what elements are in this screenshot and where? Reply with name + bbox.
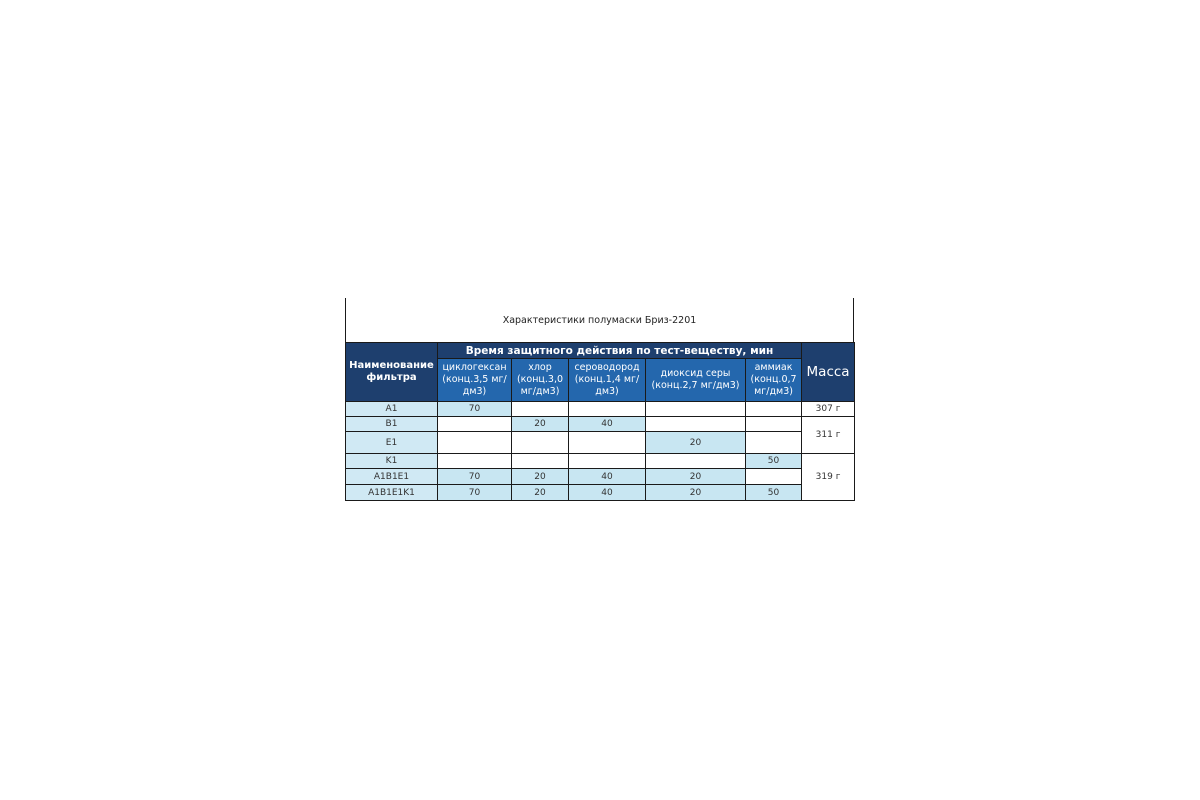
- value-cell: [512, 432, 569, 454]
- mass-header: Масса: [802, 343, 855, 402]
- value-cell: [569, 402, 646, 417]
- value-cell: 20: [512, 485, 569, 501]
- filter-name-cell: A1B1E1: [346, 469, 438, 485]
- value-cell: 20: [646, 432, 746, 454]
- table-row: [346, 402, 855, 417]
- mass-cell: 307 г: [802, 402, 855, 417]
- filter-name-cell: K1: [346, 454, 438, 469]
- value-cell: [746, 417, 802, 432]
- value-cell: 20: [512, 469, 569, 485]
- specs-table: [345, 342, 855, 501]
- value-cell: 40: [569, 469, 646, 485]
- value-cell: 50: [746, 485, 802, 501]
- substance-header: сероводород (конц.1,4 мг/дм3): [569, 359, 646, 402]
- substance-header: аммиак (конц.0,7 мг/дм3): [746, 359, 802, 402]
- value-cell: 50: [746, 454, 802, 469]
- value-cell: [512, 454, 569, 469]
- value-cell: 70: [438, 402, 512, 417]
- value-cell: [746, 432, 802, 454]
- value-cell: 20: [646, 485, 746, 501]
- substance-header: циклогексан (конц.3,5 мг/дм3): [438, 359, 512, 402]
- value-cell: 40: [569, 417, 646, 432]
- value-cell: 20: [512, 417, 569, 432]
- value-cell: [746, 402, 802, 417]
- filter-name-cell: A1: [346, 402, 438, 417]
- substance-header: диоксид серы (конц.2,7 мг/дм3): [646, 359, 746, 402]
- filter-name-cell: E1: [346, 432, 438, 454]
- table-row: [346, 485, 855, 501]
- table-caption: Характеристики полумаски Бриз-2201: [345, 298, 854, 342]
- value-cell: 70: [438, 469, 512, 485]
- value-cell: [569, 432, 646, 454]
- table-row: [346, 432, 855, 454]
- protection-time-header: Время защитного действия по тест-веществу, мин: [438, 343, 802, 359]
- value-cell: [646, 454, 746, 469]
- value-cell: 40: [569, 485, 646, 501]
- value-cell: [512, 402, 569, 417]
- value-cell: [646, 402, 746, 417]
- value-cell: 20: [646, 469, 746, 485]
- mass-cell: 311 г: [802, 417, 855, 454]
- value-cell: [646, 417, 746, 432]
- value-cell: [438, 432, 512, 454]
- filter-name-cell: B1: [346, 417, 438, 432]
- value-cell: 70: [438, 485, 512, 501]
- table-row: [346, 417, 855, 432]
- table-row: [346, 454, 855, 469]
- value-cell: [438, 417, 512, 432]
- value-cell: [746, 469, 802, 485]
- filter-name-cell: A1B1E1K1: [346, 485, 438, 501]
- value-cell: [438, 454, 512, 469]
- table-row: [346, 469, 855, 485]
- document: [345, 298, 854, 501]
- filter-name-header: Наименование фильтра: [346, 343, 438, 402]
- value-cell: [569, 454, 646, 469]
- mass-cell: 319 г: [802, 454, 855, 501]
- substance-header: хлор (конц.3,0 мг/дм3): [512, 359, 569, 402]
